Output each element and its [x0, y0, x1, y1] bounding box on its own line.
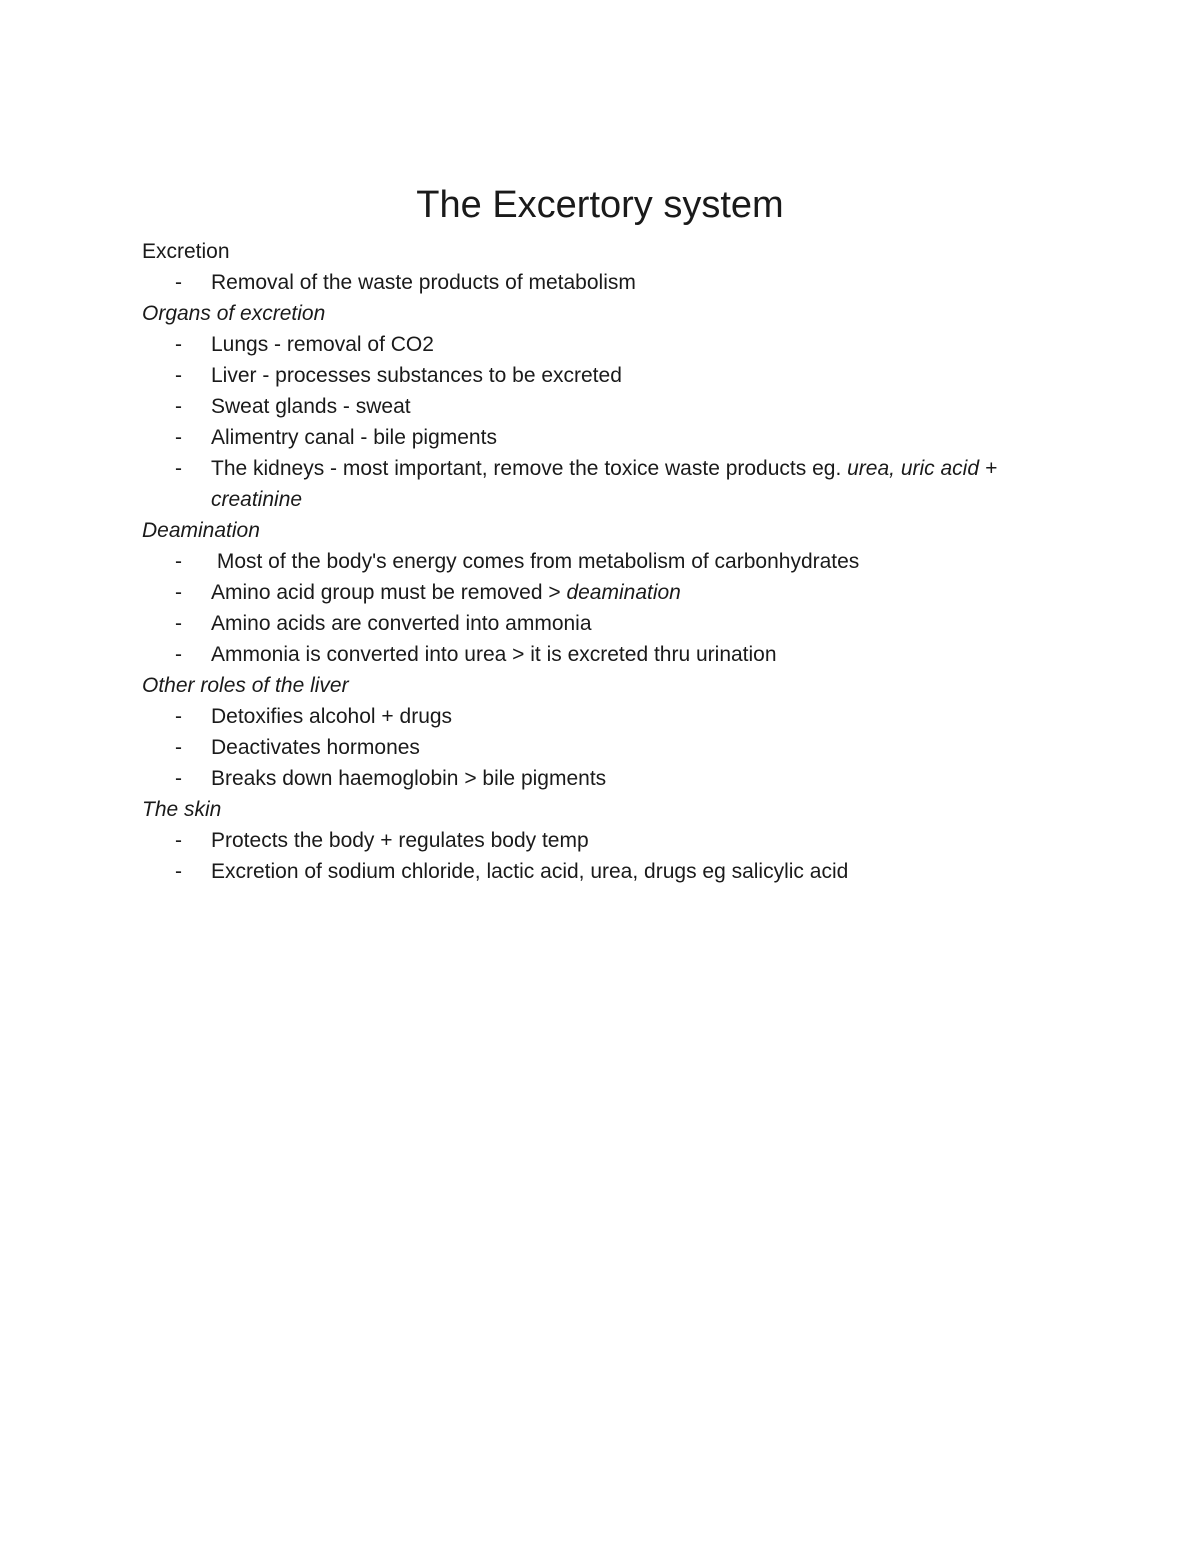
list-item: [142, 267, 1042, 298]
list-item-text: Breaks down haemoglobin > bile pigments: [211, 767, 607, 790]
list-item-italic-text: urea, uric acid + creatinine: [211, 457, 998, 511]
dash-bullet: -: [175, 364, 182, 387]
list-item: [142, 639, 1042, 670]
page-title: The Excertory system: [416, 184, 784, 226]
dash-bullet: -: [175, 457, 182, 480]
list-item-text: Amino acid group must be removed >: [211, 581, 567, 604]
dash-bullet: -: [175, 860, 182, 883]
list-item: [142, 825, 1042, 856]
dash-bullet: -: [175, 829, 182, 852]
dash-bullet: -: [175, 271, 182, 294]
list-item-text: Removal of the waste products of metabolism: [211, 271, 636, 294]
dash-bullet: -: [175, 550, 182, 573]
section-heading-excretion: Excretion: [142, 240, 230, 263]
list-item: [142, 360, 1042, 391]
list-item-text: Alimentry canal - bile pigments: [211, 426, 497, 449]
list-item-text: Deactivates hormones: [211, 736, 420, 759]
list-item-text: Liver - processes substances to be excreted: [211, 364, 622, 387]
list-item: [142, 732, 1042, 763]
section-heading-deamination: Deamination: [142, 519, 260, 542]
list-item-text: Amino acids are converted into ammonia: [211, 612, 592, 635]
list-item-kidneys: [142, 453, 1031, 515]
list-item: [142, 701, 1042, 732]
list-item: [142, 546, 1042, 577]
list-item-text: Most of the body's energy comes from metabolism of carbonhydrates: [211, 550, 860, 573]
section-heading-organs: Organs of excretion: [142, 302, 326, 325]
dash-bullet: -: [175, 767, 182, 790]
dash-bullet: -: [175, 736, 182, 759]
list-item: [142, 391, 1042, 422]
list-item-text: Excretion of sodium chloride, lactic acid, urea, drugs eg salicylic acid: [211, 860, 849, 883]
list-item-text: Sweat glands - sweat: [211, 395, 411, 418]
list-item-text: The kidneys - most important, remove the toxice waste products eg.: [211, 457, 848, 480]
dash-bullet: -: [175, 333, 182, 356]
dash-bullet: -: [175, 643, 182, 666]
list-item: [142, 577, 1042, 608]
list-item-text: Detoxifies alcohol + drugs: [211, 705, 453, 728]
list-item: [142, 856, 1042, 887]
dash-bullet: -: [175, 612, 182, 635]
section-heading-skin: The skin: [142, 798, 222, 821]
dash-bullet: -: [175, 395, 182, 418]
document-body: [142, 236, 1042, 887]
dash-bullet: -: [175, 426, 182, 449]
list-item-text: Protects the body + regulates body temp: [211, 829, 589, 852]
list-item: [142, 422, 1042, 453]
list-item-italic-text: deamination: [566, 581, 681, 604]
dash-bullet: -: [175, 705, 182, 728]
list-item: [142, 608, 1042, 639]
dash-bullet: -: [175, 581, 182, 604]
list-item-text: Ammonia is converted into urea > it is excreted thru urination: [211, 643, 777, 666]
list-item: [142, 763, 1042, 794]
list-item: [142, 329, 1042, 360]
list-item-text: Lungs - removal of CO2: [211, 333, 434, 356]
section-heading-liver-roles: Other roles of the liver: [142, 674, 349, 697]
